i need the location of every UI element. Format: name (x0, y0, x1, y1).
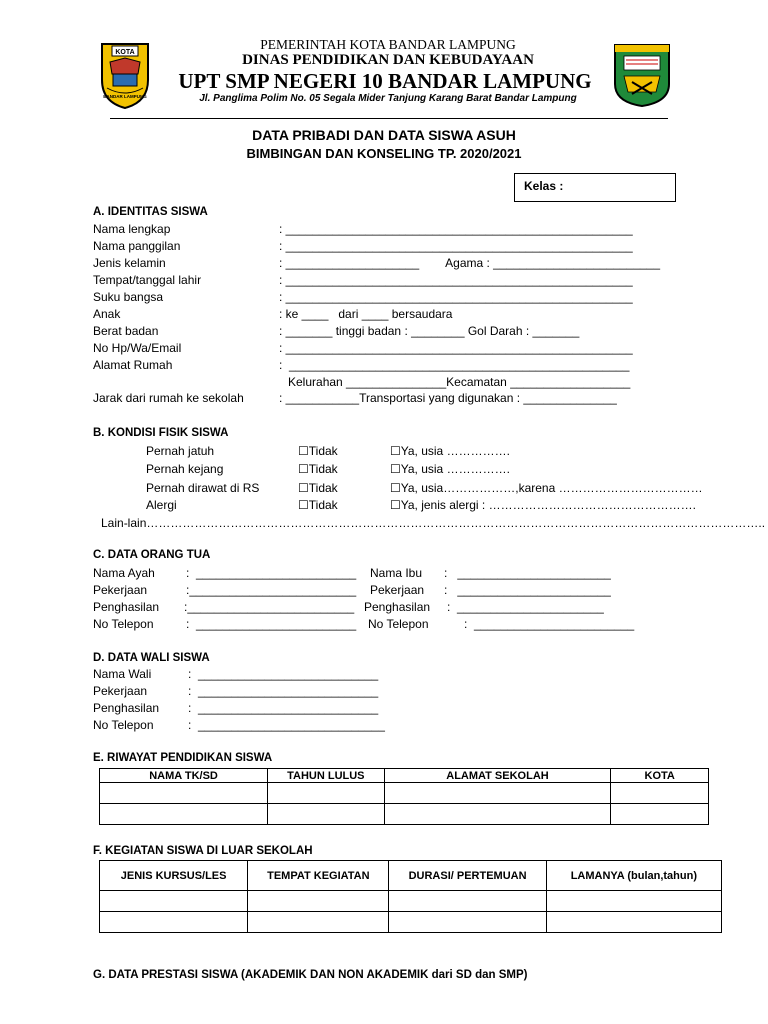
field-berat-tinggi-goldarah[interactable]: : _______ tinggi badan : ________ Gol Darah : _______ (279, 324, 580, 338)
table-header-cell: TAHUN LULUS (268, 769, 384, 783)
checkbox-dirawat-tidak[interactable]: ☐Tidak (298, 481, 338, 495)
checkbox-icon: ☐ (390, 481, 401, 495)
table-row (100, 804, 709, 825)
table-row (100, 912, 722, 933)
checkbox-jatuh-tidak[interactable]: ☐Tidak (298, 444, 338, 458)
table-cell[interactable] (384, 783, 611, 804)
table-header-cell: DURASI/ PERTEMUAN (389, 861, 546, 891)
table-header-row (100, 861, 722, 891)
ayah-label-nama: Nama Ayah (93, 566, 155, 580)
field-penghasilan-wali[interactable]: : ___________________________ (188, 701, 379, 715)
field-jenis-kelamin-agama[interactable]: : ____________________ Agama : _________________________ (279, 256, 661, 270)
svg-text:BANDAR LAMPUNG: BANDAR LAMPUNG (103, 94, 147, 99)
table-cell[interactable] (248, 891, 389, 912)
wali-label-nama: Nama Wali (93, 667, 152, 681)
table-cell[interactable] (100, 783, 268, 804)
field-label-berat-badan: Berat badan (93, 324, 159, 338)
table-header-cell: JENIS KURSUS/LES (100, 861, 248, 891)
section-g-heading: G. DATA PRESTASI SISWA (AKADEMIK DAN NON AKADEMIK dari SD dan SMP) (93, 969, 528, 981)
table-cell[interactable] (268, 783, 384, 804)
table-row (100, 783, 709, 804)
checkbox-jatuh-ya[interactable]: ☐Ya, usia ……………. (390, 444, 510, 458)
checkbox-icon: ☐ (298, 444, 309, 458)
field-penghasilan-ayah[interactable]: :_________________________ (184, 600, 355, 614)
ibu-label-penghasilan: Penghasilan (364, 600, 431, 614)
wali-label-telepon: No Telepon (93, 718, 154, 732)
section-c-heading: C. DATA ORANG TUA (93, 549, 211, 561)
checkbox-alergi-tidak[interactable]: ☐Tidak (298, 498, 338, 512)
field-label-alamat: Alamat Rumah (93, 358, 173, 372)
ayah-label-pekerjaan: Pekerjaan (93, 583, 148, 597)
ayah-label-telepon: No Telepon (93, 617, 154, 631)
table-cell[interactable] (100, 804, 268, 825)
table-header-cell: KOTA (611, 769, 709, 783)
field-nama-ibu[interactable]: : _______________________ (444, 566, 611, 580)
field-lain-lain[interactable]: Lain-lain……………………………………………………………………………………………………………………………………….. (101, 516, 766, 530)
field-nama-lengkap[interactable]: : ____________________________________________________ (279, 222, 633, 236)
field-kontak[interactable]: : ____________________________________________________ (279, 341, 633, 355)
kondisi-label-alergi: Alergi (146, 498, 177, 512)
field-pekerjaan-ibu[interactable]: : _______________________ (444, 583, 611, 597)
table-cell[interactable] (268, 804, 384, 825)
letterhead-government: PEMERINTAH KOTA BANDAR LAMPUNG (260, 37, 516, 52)
kondisi-label-jatuh: Pernah jatuh (146, 444, 215, 458)
field-penghasilan-ibu[interactable]: : ______________________ (447, 600, 604, 614)
field-alamat[interactable]: : ___________________________________________________ (279, 358, 630, 372)
table-cell[interactable] (546, 912, 721, 933)
field-label-nama-lengkap: Nama lengkap (93, 222, 171, 236)
wali-label-penghasilan: Penghasilan (93, 701, 160, 715)
form-title: DATA PRIBADI DAN DATA SISWA ASUH (252, 127, 516, 143)
field-label-ttl: Tempat/tanggal lahir (93, 273, 202, 287)
letterhead-department: DINAS PENDIDIKAN DAN KEBUDAYAAN (242, 52, 534, 68)
letterhead-divider (110, 118, 668, 119)
table-row (100, 891, 722, 912)
table-cell[interactable] (100, 912, 248, 933)
field-label-jenis-kelamin: Jenis kelamin (93, 256, 166, 270)
checkbox-icon: ☐ (298, 481, 309, 495)
section-b-heading: B. KONDISI FISIK SISWA (93, 427, 229, 439)
ibu-label-telepon: No Telepon (368, 617, 429, 631)
field-label-suku: Suku bangsa (93, 290, 164, 304)
field-anak[interactable]: : ke ____ dari ____ bersaudara (279, 307, 453, 321)
field-nama-panggilan[interactable]: : ____________________________________________________ (279, 239, 633, 253)
kelas-box[interactable] (514, 173, 676, 202)
ayah-label-penghasilan: Penghasilan (93, 600, 160, 614)
riwayat-pendidikan-table (99, 768, 709, 825)
checkbox-icon: ☐ (390, 462, 401, 476)
section-a-heading: A. IDENTITAS SISWA (93, 206, 208, 218)
table-cell[interactable] (389, 912, 546, 933)
checkbox-kejang-ya[interactable]: ☐Ya, usia ……………. (390, 462, 510, 476)
ibu-label-pekerjaan: Pekerjaan (370, 583, 425, 597)
checkbox-icon: ☐ (298, 498, 309, 512)
field-jarak-transportasi[interactable]: : ___________Transportasi yang digunakan : ______________ (279, 391, 617, 405)
kegiatan-luar-sekolah-table (99, 860, 722, 933)
kondisi-label-kejang: Pernah kejang (146, 462, 224, 476)
table-cell[interactable] (611, 804, 709, 825)
table-header-row (100, 769, 709, 783)
table-header-cell: ALAMAT SEKOLAH (384, 769, 611, 783)
field-telepon-ibu[interactable]: : ________________________ (464, 617, 635, 631)
field-pekerjaan-wali[interactable]: : ___________________________ (188, 684, 379, 698)
table-cell[interactable] (248, 912, 389, 933)
section-e-heading: E. RIWAYAT PENDIDIKAN SISWA (93, 752, 273, 764)
checkbox-kejang-tidak[interactable]: ☐Tidak (298, 462, 338, 476)
table-cell[interactable] (389, 891, 546, 912)
table-cell[interactable] (546, 891, 721, 912)
field-label-anak: Anak (93, 307, 121, 321)
checkbox-icon: ☐ (390, 498, 401, 512)
table-header-cell: NAMA TK/SD (100, 769, 268, 783)
form-subtitle: BIMBINGAN DAN KONSELING TP. 2020/2021 (246, 146, 522, 161)
checkbox-icon: ☐ (298, 462, 309, 476)
section-d-heading: D. DATA WALI SISWA (93, 652, 210, 664)
table-header-cell: TEMPAT KEGIATAN (248, 861, 389, 891)
field-nama-ayah[interactable]: : ________________________ (186, 566, 357, 580)
field-telepon-wali[interactable]: : ____________________________ (188, 718, 385, 732)
table-cell[interactable] (100, 891, 248, 912)
field-kelurahan-kecamatan[interactable]: Kelurahan _______________Kecamatan __________________ (288, 375, 631, 389)
field-pekerjaan-ayah[interactable]: :_________________________ (186, 583, 357, 597)
letterhead-address: Jl. Panglima Polim No. 05 Segala Mider Tanjung Karang Barat Bandar Lampung (199, 93, 577, 104)
kelas-label: Kelas : (524, 179, 564, 193)
checkbox-dirawat-ya[interactable]: ☐Ya, usia………………,karena ……………………………… (390, 481, 703, 495)
field-label-kontak: No Hp/Wa/Email (93, 341, 182, 355)
checkbox-alergi-ya[interactable]: ☐Ya, jenis alergi : ……………………………………………. (390, 498, 696, 512)
table-cell[interactable] (384, 804, 611, 825)
checkbox-icon: ☐ (390, 444, 401, 458)
table-header-cell: LAMANYA (bulan,tahun) (546, 861, 721, 891)
field-nama-wali[interactable]: : ___________________________ (188, 667, 379, 681)
field-label-jarak: Jarak dari rumah ke sekolah (93, 391, 244, 405)
field-ttl[interactable]: : ____________________________________________________ (279, 273, 633, 287)
svg-text:KOTA: KOTA (115, 49, 135, 56)
field-suku[interactable]: : ____________________________________________________ (279, 290, 633, 304)
table-cell[interactable] (611, 783, 709, 804)
field-telepon-ayah[interactable]: : ________________________ (186, 617, 357, 631)
field-label-nama-panggilan: Nama panggilan (93, 239, 181, 253)
section-f-heading: F. KEGIATAN SISWA DI LUAR SEKOLAH (93, 845, 313, 857)
letterhead-school-name: UPT SMP NEGERI 10 BANDAR LAMPUNG (178, 69, 592, 93)
wali-label-pekerjaan: Pekerjaan (93, 684, 148, 698)
ibu-label-nama: Nama Ibu (370, 566, 423, 580)
kondisi-label-dirawat: Pernah dirawat di RS (146, 481, 260, 495)
